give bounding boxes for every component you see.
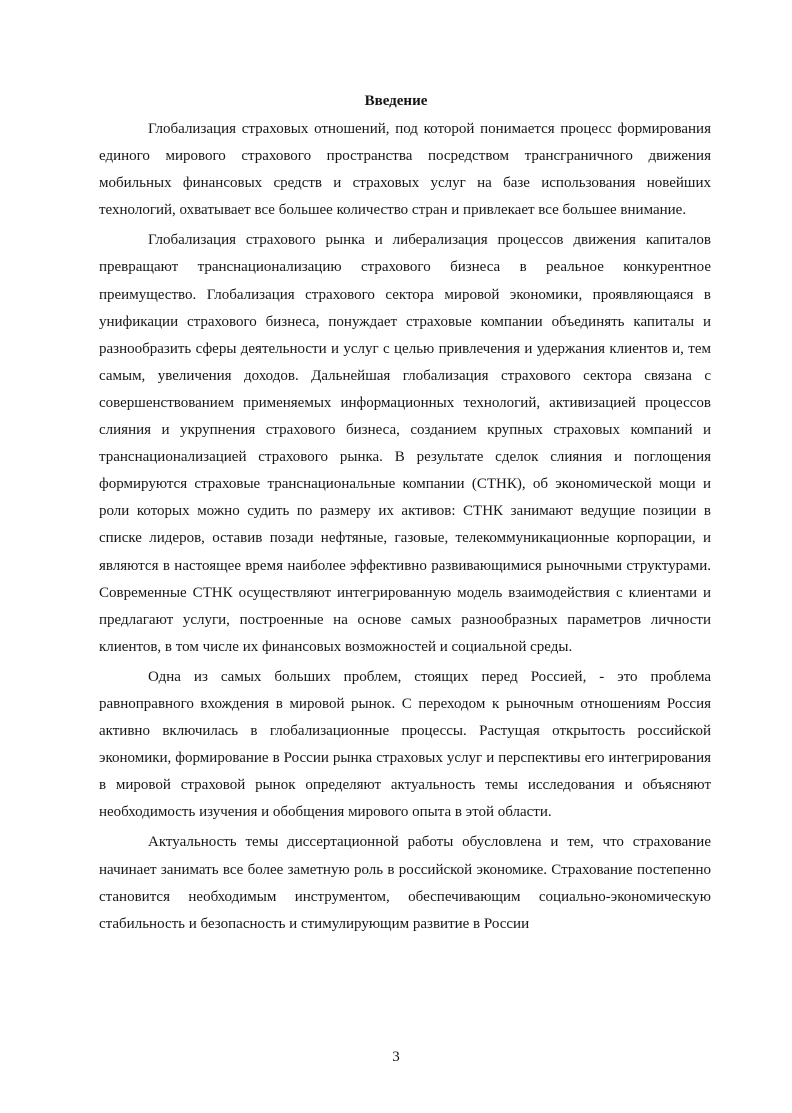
paragraph-relevance: Актуальность темы диссертационной работы обусловлена и тем, что страхование начинает занимать все более заметную роль в российской экономике. Страхование постепенно становится необходимым инструментом, обеспечивающим социально-экономическую стабильность и безопасность и стимулирующим развитие в России	[99, 834, 711, 932]
page-number: 3	[392, 1049, 400, 1065]
body-text	[99, 116, 711, 938]
paragraph-globalization-relations: Глобализация страховых отношений, под которой понимается процесс формирования единого мирового страхового пространства посредством трансграничного движения мобильных финансовых средств и страховых услуг на базе использования новейших технологий, охватывает все большее количество стран и привлекает все большее внимание.	[99, 121, 711, 219]
section-title: Введение	[364, 93, 428, 109]
paragraph-globalization-market: Глобализация страхового рынка и либерализация процессов движения капиталов превращают транснационализацию страхового бизнеса в реальное конкурентное преимущество. Глобализация страхового сектора мировой экономики, проявляющаяся в унификации страхового бизнеса, понуждает страховые компании объединять капиталы и разнообразить сферы деятельности и услуг с целью привлечения и удержания клиентов и, тем самым, увеличения доходов. Дальнейшая глобализация страхового сектора связана с совершенствованием применяемых информационных технологий, активизацией процессов слияния и укрупнения страхового бизнеса, созданием крупных страховых компаний и транснационализацией страхового рынка. В результате сделок слияния и поглощения формируются страховые транснациональные компании (СТНК), об экономической мощи и роли которых можно судить по размеру их активов: СТНК занимают ведущие позиции в списке лидеров, оставив позади нефтяные, газовые, телекоммуникационные корпорации, и являются в настоящее время наиболее эффективно развивающимися рыночными структурами. Современные СТНК осуществляют интегрированную модель взаимодействия с клиентами и предлагают услуги, построенные на основе самых разнообразных параметров личности клиентов, в том числе их финансовых возможностей и социальной среды.	[99, 232, 711, 655]
paragraph-russia-problem: Одна из самых больших проблем, стоящих перед Россией, - это проблема равноправного вхождения в мировой рынок. С переходом к рыночным отношениям Россия активно включилась в глобализационные процессы. Растущая открытость российской экономики, формирование в России рынка страховых услуг и перспективы его интегрирования в мировой страховой рынок определяют актуальность темы исследования и объясняют необходимость изучения и обобщения мирового опыта в этой области.	[99, 668, 711, 821]
